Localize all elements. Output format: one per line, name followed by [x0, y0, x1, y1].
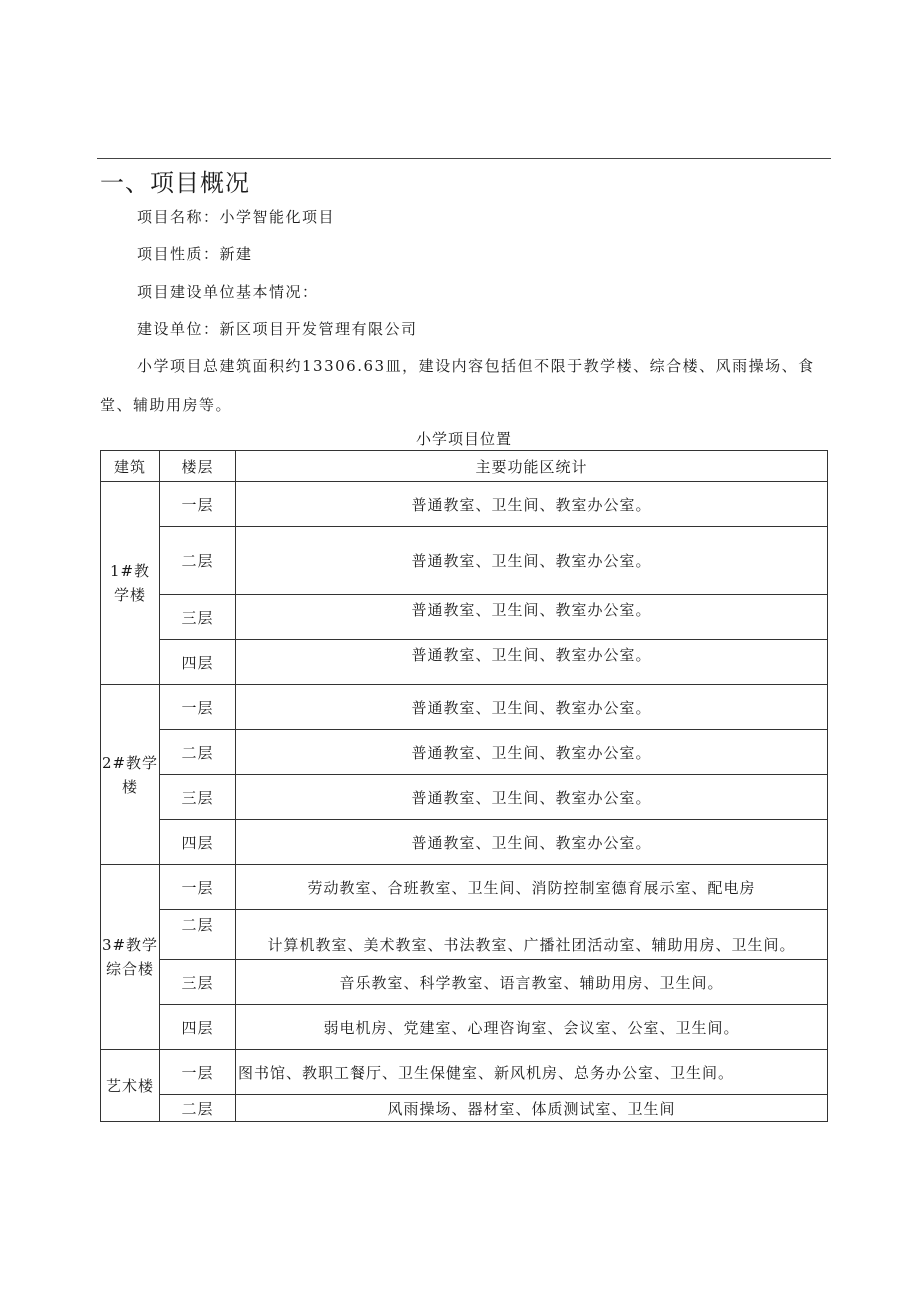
- floor-cell: 一层: [160, 1050, 236, 1095]
- function-cell: 普通教室、卫生间、教室办公室。: [236, 527, 828, 595]
- table-row: [101, 820, 828, 865]
- table-header-row: [101, 451, 828, 482]
- function-cell: 普通教室、卫生间、教室办公室。: [236, 820, 828, 865]
- floor-cell: 二层: [160, 1095, 236, 1122]
- floor-cell: 三层: [160, 960, 236, 1005]
- table-row: [101, 1050, 828, 1095]
- function-cell: 普通教室、卫生间、教室办公室。: [236, 775, 828, 820]
- building-name-line1: 3#教学: [101, 936, 159, 954]
- floor-cell: 一层: [160, 685, 236, 730]
- floor-cell: 四层: [160, 820, 236, 865]
- project-nature: 项目性质：新建: [137, 245, 253, 263]
- function-cell: 计算机教室、美术教室、书法教室、广播社团活动室、辅助用房、卫生间。: [236, 910, 828, 960]
- building-name-line2: 学楼: [113, 586, 146, 604]
- floor-cell: 二层: [160, 730, 236, 775]
- floor-cell: 三层: [160, 595, 236, 640]
- building-cell: [101, 1050, 160, 1122]
- building-cell: [101, 865, 160, 1050]
- floor-cell: 四层: [160, 1005, 236, 1050]
- function-cell: 普通教室、卫生间、教室办公室。: [236, 640, 828, 685]
- table-row: [101, 595, 828, 640]
- building-name-line1: 1#教: [109, 562, 151, 580]
- table-row: [101, 1005, 828, 1050]
- table-caption: 小学项目位置: [415, 430, 512, 448]
- table-row: [101, 775, 828, 820]
- function-table: [100, 450, 828, 1122]
- function-cell: 普通教室、卫生间、教室办公室。: [236, 595, 828, 640]
- project-description-line2: 堂、辅助用房等。: [100, 396, 233, 414]
- header-building: 建筑: [101, 451, 160, 482]
- function-cell: 弱电机房、党建室、心理咨询室、会议室、公室、卫生间。: [236, 1005, 828, 1050]
- function-cell: 普通教室、卫生间、教室办公室。: [236, 730, 828, 775]
- building-name-line2: 楼: [121, 777, 138, 796]
- section-heading: 一、项目概况: [100, 169, 250, 197]
- table-row: [101, 640, 828, 685]
- table-row: [101, 685, 828, 730]
- function-cell: 音乐教室、科学教室、语言教室、辅助用房、卫生间。: [236, 960, 828, 1005]
- header-rule: [97, 158, 831, 159]
- table-row: [101, 910, 828, 960]
- table-row: [101, 960, 828, 1005]
- function-cell: 普通教室、卫生间、教室办公室。: [236, 482, 828, 527]
- building-cell: [101, 482, 160, 685]
- function-cell: 普通教室、卫生间、教室办公室。: [236, 685, 828, 730]
- function-cell: 风雨操场、器材室、体质测试室、卫生间: [236, 1095, 828, 1122]
- building-name-line2: 综合楼: [105, 960, 154, 978]
- table-row: [101, 1095, 828, 1122]
- floor-cell: 二层: [160, 910, 236, 960]
- function-cell: 劳动教室、合班教室、卫生间、消防控制室德育展示室、配电房: [236, 865, 828, 910]
- table-row: [101, 865, 828, 910]
- building-name-line1: 2#教学: [101, 753, 159, 772]
- project-name: 项目名称：小学智能化项目: [137, 208, 336, 226]
- project-description-line1: 小学项目总建筑面积约13306.63皿，建设内容包括但不限于教学楼、综合楼、风雨操场、食: [137, 357, 815, 375]
- table-row: [101, 730, 828, 775]
- floor-cell: 一层: [160, 482, 236, 527]
- building-name-line1: 艺术楼: [105, 1076, 154, 1095]
- unit-intro: 项目建设单位基本情况：: [137, 283, 319, 301]
- floor-cell: 三层: [160, 775, 236, 820]
- header-functions: 主要功能区统计: [236, 451, 828, 482]
- floor-cell: 一层: [160, 865, 236, 910]
- floor-cell: 四层: [160, 640, 236, 685]
- construction-unit: 建设单位：新区项目开发管理有限公司: [137, 320, 418, 338]
- function-cell: 图书馆、教职工餐厅、卫生保健室、新风机房、总务办公室、卫生间。: [236, 1050, 828, 1095]
- header-floor: 楼层: [160, 451, 236, 482]
- floor-cell: 二层: [160, 527, 236, 595]
- building-cell: [101, 685, 160, 865]
- table-row: [101, 527, 828, 595]
- table-row: [101, 482, 828, 527]
